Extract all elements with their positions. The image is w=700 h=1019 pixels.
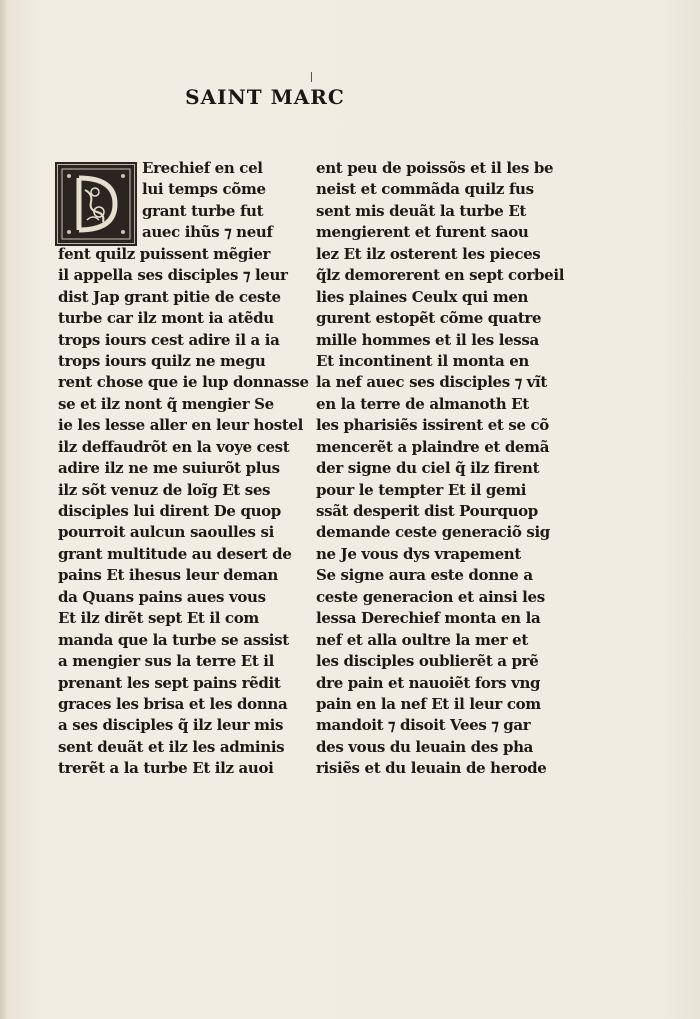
text-line: prenant les sept pains rẽdit: [58, 673, 281, 692]
text-line: sent deuãt et ilz les adminis: [58, 737, 285, 756]
text-line: pain en la nef Et il leur com: [316, 694, 541, 713]
text-line: graces les brisa et les donna: [58, 694, 288, 713]
text-line: ceste generacion et ainsi les: [316, 587, 545, 606]
text-line: Et ilz dirẽt sept Et il com: [58, 609, 259, 628]
text-line: grant turbe fut: [142, 201, 264, 220]
text-line: da Quans pains aues vous: [58, 587, 266, 606]
text-line: pourroit aulcun saoulles si: [58, 523, 274, 542]
text-line: ie les lesse aller en leur hostel: [58, 416, 303, 435]
text-line: trerẽt a la turbe Et ilz auoi: [58, 759, 274, 778]
text-line: il appella ses disciples ⁊ leur: [58, 266, 288, 285]
page-gutter-shadow: [0, 0, 8, 1019]
text-line: risiẽs et du leuain de herode: [316, 759, 547, 778]
running-title: SAINT MARC: [185, 85, 345, 109]
text-line: Se signe aura este donne a: [316, 566, 533, 585]
text-column-left: [58, 158, 309, 780]
text-line: mengierent et furent saou: [316, 223, 529, 242]
text-line: demande ceste generaciõ sig: [316, 523, 550, 542]
text-line: manda que la turbe se assist: [58, 630, 289, 649]
printer-mark: [311, 72, 312, 82]
text-line: adire ilz ne me suiurõt plus: [58, 459, 280, 478]
text-line: mandoit ⁊ disoit Vees ⁊ gar: [316, 716, 531, 735]
text-line: la nef auec ses disciples ⁊ vĩt: [316, 373, 547, 392]
text-line: lies plaines Ceulx qui men: [316, 287, 529, 306]
text-line: mille hommes et il les lessa: [316, 330, 539, 349]
text-line: grant multitude au desert de: [58, 544, 292, 563]
text-line: der signe du ciel q̃ ilz firent: [316, 459, 540, 478]
text-line: a mengier sus la terre Et il: [58, 652, 274, 671]
text-line: Erechief en cel: [142, 159, 263, 177]
text-line: disciples lui dirent De quop: [58, 502, 281, 520]
text-line: mencerẽt a plaindre et demã: [316, 437, 550, 456]
text-column-right: [316, 158, 565, 780]
text-line: lui temps cõme: [142, 180, 266, 199]
text-line: ne Je vous dys vrapement: [316, 544, 521, 563]
text-line: auec ihũs ⁊ neuf: [142, 223, 273, 242]
text-line: trops iours cest adire il a ia: [58, 330, 280, 349]
text-line: trops iours quilz ne megu: [58, 351, 266, 370]
text-line: des vous du leuain des pha: [316, 737, 534, 756]
text-line: Et incontinent il monta en: [316, 351, 529, 370]
text-line: ssãt desperit dist Pourquop: [316, 502, 538, 520]
text-line: les pharisiẽs issirent et se cõ: [316, 416, 549, 435]
text-line: neist et commãda quilz fus: [316, 180, 534, 199]
text-line: dist Jap grant pitie de ceste: [58, 287, 281, 306]
text-line: lessa Derechief monta en la: [316, 609, 541, 628]
text-line: turbe car ilz mont ia atẽdu: [58, 309, 274, 328]
text-line: fent quilz puissent mẽgier: [58, 244, 271, 263]
text-line: ilz deffaudrõt en la voye cest: [58, 437, 290, 456]
text-line: pains Et ihesus leur deman: [58, 566, 278, 585]
text-line: ilz sõt venuz de loĩg Et ses: [58, 480, 271, 499]
text-line: nef et alla oultre la mer et: [316, 630, 528, 649]
text-line: les disciples oublierẽt a prẽ: [316, 652, 539, 671]
text-line: se et ilz nont q̃ mengier Se: [58, 394, 274, 413]
text-line: rent chose que ie lup donnasse: [58, 373, 309, 392]
text-line: dre pain et nauoiẽt fors vng: [316, 673, 541, 692]
text-line: q̃lz demorerent en sept corbeil: [316, 266, 565, 285]
text-line: gurent estopẽt cõme quatre: [316, 309, 542, 328]
text-line: sent mis deuãt la turbe Et: [316, 201, 526, 220]
text-line: a ses disciples q̃ ilz leur mis: [58, 716, 284, 735]
text-line: lez Et ilz osterent les pieces: [316, 244, 541, 263]
text-line: pour le tempter Et il gemi: [316, 480, 527, 499]
text-line: en la terre de almanoth Et: [316, 394, 529, 413]
text-line: ent peu de poissõs et il les be: [316, 159, 554, 177]
